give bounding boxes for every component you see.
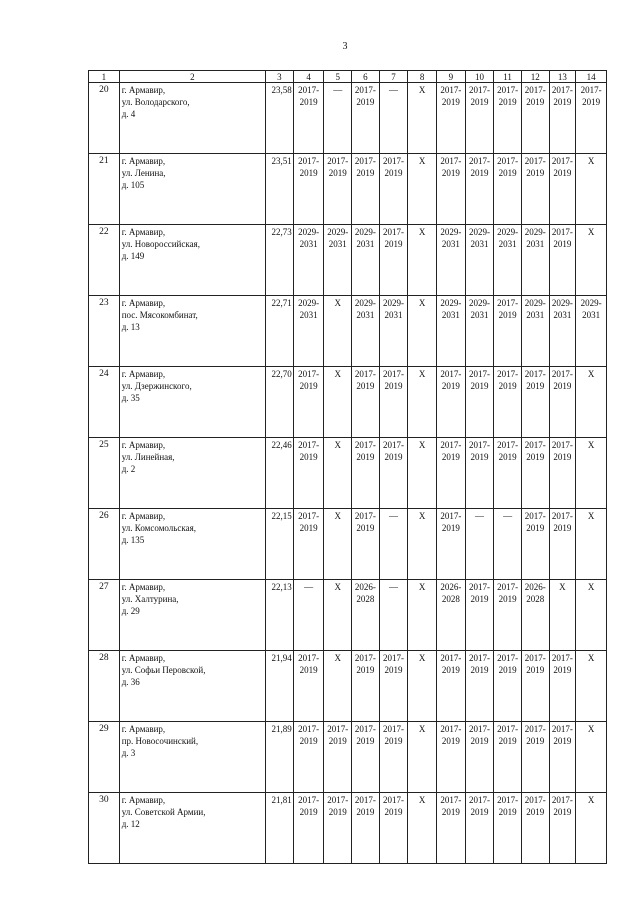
period-cell: 2017- 2019: [549, 225, 576, 296]
address-cell: [119, 651, 265, 722]
period-cell: 2017- 2019: [494, 580, 522, 651]
address-line: пр. Новосочинский,: [121, 736, 199, 746]
period-cell: 2017- 2019: [324, 154, 352, 225]
address-line: д. 36: [121, 677, 140, 687]
period-cell: 2017- 2019: [494, 793, 522, 864]
value-cell: 21,81: [266, 793, 294, 864]
header-row: [89, 71, 607, 83]
column-header: 5: [324, 71, 352, 83]
period-cell: X: [408, 651, 437, 722]
address-line: г. Армавир,: [121, 440, 166, 450]
period-cell: 2017- 2019: [465, 367, 494, 438]
value-cell: 23,58: [266, 83, 294, 154]
period-cell: 2017- 2019: [352, 651, 380, 722]
address-line: ул. Володарского,: [121, 97, 190, 107]
period-cell: 2017- 2019: [494, 83, 522, 154]
period-cell: X: [408, 793, 437, 864]
period-cell: 2017- 2019: [293, 722, 324, 793]
period-cell: X: [576, 367, 607, 438]
period-cell: X: [324, 651, 352, 722]
period-cell: 2017- 2019: [379, 722, 408, 793]
row-number: 20: [89, 83, 120, 154]
period-cell: 2029- 2031: [324, 225, 352, 296]
address-cell: [119, 793, 265, 864]
address-line: г. Армавир,: [121, 653, 166, 663]
table-row: [89, 580, 607, 651]
address-line: ул. Дзержинского,: [121, 381, 192, 391]
address-line: д. 29: [121, 606, 140, 616]
column-header: 7: [379, 71, 408, 83]
column-header: 4: [293, 71, 324, 83]
period-cell: X: [324, 438, 352, 509]
period-cell: 2017- 2019: [494, 438, 522, 509]
period-cell: 2017- 2019: [352, 83, 380, 154]
value-cell: 22,73: [266, 225, 294, 296]
period-cell: 2017- 2019: [521, 154, 549, 225]
period-cell: X: [408, 580, 437, 651]
period-cell: 2017- 2019: [436, 438, 465, 509]
page-number: 3: [342, 41, 348, 52]
period-cell: 2017- 2019: [521, 651, 549, 722]
address-line: д. 35: [121, 393, 140, 403]
period-cell: 2017- 2019: [576, 83, 607, 154]
period-cell: 2029- 2031: [436, 225, 465, 296]
table-row: [89, 83, 607, 154]
period-cell: 2017- 2019: [436, 722, 465, 793]
period-cell: 2017- 2019: [521, 438, 549, 509]
period-cell: 2017- 2019: [465, 793, 494, 864]
period-cell: 2017- 2019: [521, 83, 549, 154]
address-line: ул. Новороссийская,: [121, 239, 200, 249]
period-cell: 2017- 2019: [379, 438, 408, 509]
period-cell: 2017- 2019: [293, 438, 324, 509]
table-row: [89, 509, 607, 580]
period-cell: 2017- 2019: [465, 154, 494, 225]
column-header: 6: [352, 71, 380, 83]
period-cell: 2017- 2019: [293, 367, 324, 438]
address-line: г. Армавир,: [121, 85, 166, 95]
row-number: 27: [89, 580, 120, 651]
period-cell: 2017- 2019: [549, 83, 576, 154]
row-number: 25: [89, 438, 120, 509]
address-line: ул. Халтурина,: [121, 594, 179, 604]
period-cell: X: [576, 509, 607, 580]
address-line: ул. Софьи Перовской,: [121, 665, 206, 675]
row-number: 28: [89, 651, 120, 722]
period-cell: 2017- 2019: [494, 722, 522, 793]
row-number: 23: [89, 296, 120, 367]
period-cell: 2029- 2031: [293, 296, 324, 367]
period-cell: 2029- 2031: [521, 225, 549, 296]
period-cell: 2029- 2031: [549, 296, 576, 367]
period-cell: 2017- 2019: [465, 722, 494, 793]
address-cell: [119, 83, 265, 154]
period-cell: X: [408, 722, 437, 793]
period-cell: —: [324, 83, 352, 154]
period-cell: 2029- 2031: [521, 296, 549, 367]
period-cell: 2017- 2019: [549, 367, 576, 438]
period-cell: X: [408, 509, 437, 580]
period-cell: 2017- 2019: [436, 793, 465, 864]
period-cell: 2017- 2019: [465, 438, 494, 509]
address-line: г. Армавир,: [121, 582, 166, 592]
value-cell: 22,13: [266, 580, 294, 651]
address-line: пос. Мясокомбинат,: [121, 310, 198, 320]
table-row: [89, 225, 607, 296]
period-cell: 2017- 2019: [549, 793, 576, 864]
period-cell: 2017- 2019: [352, 722, 380, 793]
period-cell: 2017- 2019: [324, 722, 352, 793]
period-cell: —: [379, 83, 408, 154]
address-line: д. 135: [121, 535, 145, 545]
address-line: г. Армавир,: [121, 227, 166, 237]
period-cell: X: [324, 509, 352, 580]
value-cell: 21,94: [266, 651, 294, 722]
table-row: [89, 367, 607, 438]
period-cell: 2026- 2028: [521, 580, 549, 651]
period-cell: 2017- 2019: [324, 793, 352, 864]
column-header: 12: [521, 71, 549, 83]
period-cell: 2017- 2019: [521, 722, 549, 793]
period-cell: X: [324, 367, 352, 438]
address-line: д. 4: [121, 109, 136, 119]
period-cell: X: [324, 580, 352, 651]
period-cell: X: [408, 83, 437, 154]
period-cell: 2017- 2019: [352, 367, 380, 438]
period-cell: 2017- 2019: [549, 509, 576, 580]
period-cell: 2017- 2019: [379, 793, 408, 864]
period-cell: X: [576, 793, 607, 864]
period-cell: 2017- 2019: [352, 509, 380, 580]
period-cell: 2017- 2019: [465, 651, 494, 722]
address-cell: [119, 296, 265, 367]
period-cell: 2017- 2019: [494, 296, 522, 367]
value-cell: 22,15: [266, 509, 294, 580]
period-cell: X: [576, 580, 607, 651]
period-cell: 2017- 2019: [379, 651, 408, 722]
address-cell: [119, 509, 265, 580]
period-cell: 2017- 2019: [521, 509, 549, 580]
value-cell: 22,71: [266, 296, 294, 367]
address-cell: [119, 580, 265, 651]
period-cell: X: [408, 225, 437, 296]
period-cell: 2029- 2031: [465, 225, 494, 296]
address-cell: [119, 225, 265, 296]
period-cell: —: [293, 580, 324, 651]
period-cell: 2017- 2019: [352, 438, 380, 509]
address-line: д. 105: [121, 180, 145, 190]
period-cell: 2029- 2031: [293, 225, 324, 296]
address-cell: [119, 722, 265, 793]
period-cell: 2017- 2019: [352, 154, 380, 225]
period-cell: 2017- 2019: [494, 651, 522, 722]
value-cell: 22,46: [266, 438, 294, 509]
table-row: [89, 651, 607, 722]
period-cell: —: [379, 580, 408, 651]
row-number: 26: [89, 509, 120, 580]
period-cell: 2017- 2019: [379, 367, 408, 438]
period-cell: X: [576, 225, 607, 296]
period-cell: 2017- 2019: [293, 793, 324, 864]
period-cell: 2017- 2019: [436, 367, 465, 438]
table-row: [89, 722, 607, 793]
period-cell: 2017- 2019: [465, 83, 494, 154]
period-cell: 2017- 2019: [293, 154, 324, 225]
address-line: г. Армавир,: [121, 369, 166, 379]
period-cell: X: [408, 438, 437, 509]
row-number: 24: [89, 367, 120, 438]
period-cell: 2017- 2019: [549, 154, 576, 225]
address-line: г. Армавир,: [121, 156, 166, 166]
value-cell: 21,89: [266, 722, 294, 793]
address-line: г. Армавир,: [121, 795, 166, 805]
period-cell: X: [408, 367, 437, 438]
period-cell: 2017- 2019: [521, 793, 549, 864]
period-cell: 2029- 2031: [465, 296, 494, 367]
period-cell: 2029- 2031: [436, 296, 465, 367]
period-cell: X: [576, 438, 607, 509]
column-header: 1: [89, 71, 120, 83]
period-cell: 2017- 2019: [436, 509, 465, 580]
period-cell: 2017- 2019: [521, 367, 549, 438]
column-header: 13: [549, 71, 576, 83]
column-header: 2: [119, 71, 265, 83]
address-line: ул. Комсомольская,: [121, 523, 196, 533]
period-cell: 2029- 2031: [352, 296, 380, 367]
period-cell: 2026- 2028: [436, 580, 465, 651]
column-header: 10: [465, 71, 494, 83]
period-cell: —: [494, 509, 522, 580]
table-row: [89, 296, 607, 367]
table-row: [89, 154, 607, 225]
address-line: ул. Советской Армии,: [121, 807, 206, 817]
period-cell: 2017- 2019: [352, 793, 380, 864]
period-cell: 2017- 2019: [436, 83, 465, 154]
value-cell: 22,70: [266, 367, 294, 438]
period-cell: 2017- 2019: [379, 225, 408, 296]
address-line: ул. Ленина,: [121, 168, 166, 178]
period-cell: 2017- 2019: [549, 438, 576, 509]
period-cell: 2017- 2019: [436, 154, 465, 225]
column-header: 9: [436, 71, 465, 83]
address-line: ул. Линейная,: [121, 452, 175, 462]
period-cell: X: [576, 722, 607, 793]
address-line: г. Армавир,: [121, 298, 166, 308]
period-cell: —: [379, 509, 408, 580]
row-number: 30: [89, 793, 120, 864]
row-number: 22: [89, 225, 120, 296]
address-line: д. 3: [121, 748, 136, 758]
period-cell: 2017- 2019: [293, 509, 324, 580]
row-number: 21: [89, 154, 120, 225]
address-cell: [119, 154, 265, 225]
address-line: г. Армавир,: [121, 724, 166, 734]
period-cell: 2017- 2019: [549, 651, 576, 722]
column-header: 8: [408, 71, 437, 83]
period-cell: 2017- 2019: [494, 154, 522, 225]
period-cell: X: [324, 296, 352, 367]
period-cell: 2017- 2019: [379, 154, 408, 225]
row-number: 29: [89, 722, 120, 793]
address-cell: [119, 367, 265, 438]
address-line: д. 2: [121, 464, 136, 474]
period-cell: X: [576, 651, 607, 722]
period-cell: —: [465, 509, 494, 580]
address-line: г. Армавир,: [121, 511, 166, 521]
period-cell: 2017- 2019: [436, 651, 465, 722]
address-cell: [119, 438, 265, 509]
address-line: д. 149: [121, 251, 145, 261]
period-cell: X: [549, 580, 576, 651]
column-header: 14: [576, 71, 607, 83]
address-line: д. 12: [121, 819, 140, 829]
table-row: [89, 438, 607, 509]
period-cell: 2029- 2031: [576, 296, 607, 367]
period-cell: 2017- 2019: [549, 722, 576, 793]
period-cell: 2029- 2031: [494, 225, 522, 296]
period-cell: 2017- 2019: [494, 367, 522, 438]
value-cell: 23,51: [266, 154, 294, 225]
period-cell: X: [576, 154, 607, 225]
period-cell: 2017- 2019: [465, 580, 494, 651]
period-cell: 2017- 2019: [293, 651, 324, 722]
address-line: д. 13: [121, 322, 140, 332]
period-cell: 2026- 2028: [352, 580, 380, 651]
table-row: [89, 793, 607, 864]
period-cell: 2029- 2031: [352, 225, 380, 296]
column-header: 3: [266, 71, 294, 83]
period-cell: X: [408, 154, 437, 225]
column-header: 11: [494, 71, 522, 83]
period-cell: X: [408, 296, 437, 367]
period-cell: 2017- 2019: [293, 83, 324, 154]
schedule-table: [88, 70, 607, 864]
period-cell: 2029- 2031: [379, 296, 408, 367]
